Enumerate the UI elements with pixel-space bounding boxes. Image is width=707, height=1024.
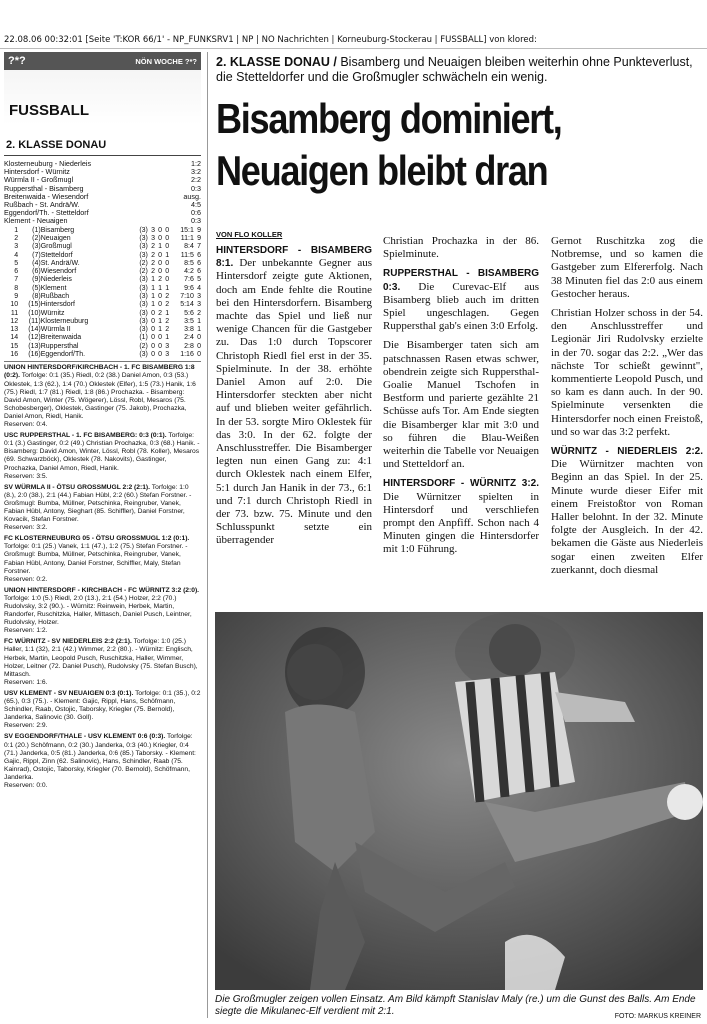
standings-cell: (3) [139,293,148,300]
match-report [4,638,201,687]
standings-cell: 0 [158,259,163,267]
standings-cell: 0 [158,293,163,300]
standings-cell: 4 [14,251,19,259]
standings-cell: 6 [14,268,19,276]
standings-cell: Rußbach [40,293,70,300]
standings-cell: (3) [139,234,148,242]
standings-cell: 3 [197,293,201,300]
report-head: USV KLEMENT - SV NEUAIGEN 0:3 (0:1). [4,689,134,697]
col2-subhead-1: RUPPERSTHAL - BISAMBERG 0:3. [383,268,539,293]
standings-cell: 2 [165,293,170,300]
report-body: Torfolge: 0:1 (35.) Riedl, 0:2 (38.) Daniel Amon, 0:3 (53.) Oklestek, 1:3 (62.), 1:4 (70.) Oklestek (Elfer), 1:5 (73.) Hanik, 1:6 (75.) Riedl, 1:7 (81.) Riedl, 1:8 (86.) Prochazka. - Bisamberg: David Amon, Winter (75. Wögerer), Lössl, Robl, Mesaros (75. Schobesberger), Oklestek, Gastinger (75. Jakob), Prochazka, Daniel Amon, Riedl, Hanik. [4,372,196,420]
standings-cell: (2) [139,268,148,276]
standings-cell: 4 [197,284,201,292]
author-byline: VON FLO KOLLER [216,230,283,239]
standings-row [4,260,201,268]
standings-cell: Würmla II [40,326,71,334]
top-divider [0,48,707,49]
standings-cell: 0 [151,351,155,359]
standings-cell: 2 [165,326,170,334]
col3-paragraph-2: Christian Holzer schoss in der 54. den Anschlusstreffer und Legionär Jiri Rudolvsky erzielte in der 70. sogar das 2:2. „Wer das nächste Tor schießt gewinnt", kommentierte Leopold Pusch, und so kam es dann auch. In der 90. Spielminute versenkten die Hintersdorfer noch einen Freistoß, und so war das 3:2 perfekt. [551,307,703,438]
standings-cell: (3) [139,284,148,292]
standings-cell: 2 [151,259,155,267]
standings-cell: Breitenwaida [40,334,82,342]
standings-cell: 1 [165,334,170,342]
standings-cell: 0 [158,334,163,342]
kicker-label: 2. KLASSE DONAU / [216,55,337,69]
standings-cell: 7 [14,276,19,284]
standings-cell: Stetteldorf [40,251,73,259]
standings-cell: 1 [151,276,155,284]
standings-table [4,227,201,360]
standings-cell: Eggendorf/Th. [40,351,86,359]
match-reports [4,361,201,790]
standings-row [4,285,201,293]
standings-row [4,227,201,235]
result-score: ausg. [183,191,201,201]
standings-cell: 0 [158,351,163,359]
report-head: SV WÜRMLA II - ÖTSU GROSSMUGL 2:2 (2:1). [4,483,151,491]
standings-cell: (13) [28,342,41,350]
result-score: 0:3 [191,183,201,193]
match-photo [215,612,703,990]
standings-cell: 9:6 [184,284,194,292]
report-reserves: Reserven: 1:2. [4,627,48,635]
standings-cell: 0 [158,226,163,234]
sidebar-header [4,52,201,70]
result-match: Würmla II - Großmugl [4,175,74,185]
standings-cell: 8:5 [184,259,194,267]
article-column-1 [216,244,372,554]
standings-cell: 6 [197,251,201,259]
standings-cell: (3) [139,243,148,251]
standings-row [4,351,201,359]
standings-cell: 8 [14,284,19,292]
report-body: Torfolge: 1:0 (8.), 2:0 (38.), 2:1 (44.) Fabian Hübl, 2:2 (60.) Stefan Forstner. - Großmugl: Bumba, Müllner, Petschinka, Reingruber, Vanek, Fabian Hübl, Antony, Sieghart (85. Schiffler), Daniel Forstner, Kovacik, Stefan Forstner. [4,483,192,524]
result-match: Rußbach - St. Andrä/W. [4,200,80,210]
standings-row [4,243,201,251]
standings-cell: Ruppersthal [40,342,79,350]
report-reserves: Reserven: 0:4. [4,421,48,429]
match-report [4,587,201,636]
col3-paragraph-1: Gernot Ruschitzka zog die Notbremse, und so kamen die Gastgeber zum Elfererfolg. Nach 38 Minuten fiel das 2:0 aus einem Gestocher heraus. [551,235,703,300]
sidebar-tag: NÖN WOCHE ?*? [135,56,197,66]
standings-cell: (3) [139,326,148,334]
standings-cell: (6) [32,268,41,276]
match-report [4,432,201,481]
standings-cell: 2 [165,317,170,325]
standings-cell: 1 [165,284,170,292]
standings-cell: 1 [14,226,19,234]
report-reserves: Reserven: 1:6. [4,678,48,686]
standings-cell: (3) [139,351,148,359]
page-meta-line: 22.08.06 00:32:01 [Seite 'T:KOR 66/1' - NP_FUNKSRV1 | NP | NÖ Nachrichten | Korneuburg-Stockerau | FUSSBALL] von klored: [4,35,537,45]
standings-cell: 2 [151,243,155,251]
standings-cell: 2 [14,234,19,242]
standings-cell: (2) [32,234,41,242]
standings-cell: 8:4 [184,243,194,251]
standings-cell: 7:6 [184,276,194,284]
article-column-2 [383,235,539,563]
standings-cell: 1 [165,309,170,317]
standings-cell: 0 [197,351,201,359]
report-reserves: Reserven: 2:9. [4,722,48,730]
standings-row [4,318,201,326]
standings-cell: 0 [165,226,170,234]
col2-text-1: Die Curevac-Elf aus Bisamberg blieb auch im dritten Spiel ungeschlagen. Gegen Ruppersthal gab's einen 3:0 Erfolg. [383,280,539,333]
standings-cell: 1 [197,317,201,325]
result-row [4,217,201,225]
standings-cell: 2 [197,309,201,317]
report-body: Torfolge: 0:1 (25.) Vanek, 1:1 (47.), 1:2 (75.) Stefan Forstner. - Großmugl: Bumba, Müllner, Petschinka, Reingruber, Vanek, Fabian Hübl, Antony, Daniel Forstner, Schiffler, Maly, Stefan Forstner. [4,543,188,575]
kicker [216,55,702,85]
standings-row [4,334,201,342]
match-report [4,535,201,584]
standings-cell: 13 [10,326,19,334]
standings-row [4,310,201,318]
standings-cell: 7:10 [180,293,194,300]
standings-cell: 2 [158,309,163,317]
col1-subhead: HINTERSDORF - BISAMBERG 8:1. [216,245,372,270]
col1-text: Der unbekannte Gegner aus Hintersdorf zeigte gute Aktionen, doch am Ende fehlte die Routine bei den Hintersdorfern. Bisamberg machte das Spiel und ließ nur wenige Chancen für die Gastgeber zu. Das 1:0 durch Topscorer Christoph Riedl fiel erst in der 35. Spielminute. In der 38. erhöhte Daniel Amon auf 2:0. Die Hintersdorfer steckten aber nicht auf und blieben weiter gefährlich. In der 53. sorgte Miro Oklestek für das 3:0. In der 62. folgte der Anschlusstreffer. Die Bisamberger legten nun einen Gang zu: 4:1 durch Oklestek nach einem Elfer, 5:1 durch Jan Hanik in der 73., 6:1 und 7:1 durch Christoph Riedl in der 73. bzw. 75. Minute und den Schlusspunkt setzte ein überragender [216,257,372,547]
standings-cell: 9 [14,293,19,300]
report-head: UNION HINTERSDORF/KIRCHBACH - 1. FC BISAMBERG 1:8 (0:2). [4,364,195,380]
standings-cell: (3) [139,309,148,317]
standings-cell: (14) [28,326,41,334]
standings-cell: (16) [28,351,41,359]
standings-cell: (3) [139,251,148,259]
standings-cell: (12) [28,334,41,342]
standings-cell: Großmugl [40,243,72,251]
standings-cell: Wiesendorf [40,268,77,276]
standings-cell: 4:2 [184,268,194,276]
league-rule [4,155,201,156]
report-head: USC RUPPERSTHAL - 1. FC BISAMBERG: 0:3 (0:1). [4,432,167,440]
standings-cell: (10) [28,309,41,317]
result-match: Ruppersthal - Bisamberg [4,183,84,193]
standings-cell: 7 [197,243,201,251]
standings-cell: 0 [165,268,170,276]
report-reserves: Reserven: 3:2. [4,524,48,532]
standings-cell: 5:14 [180,301,194,309]
standings-row [4,252,201,260]
standings-cell: 2:4 [184,334,194,342]
standings-cell: 12 [10,317,19,325]
standings-cell: Bisamberg [40,226,75,234]
match-report [4,364,201,429]
standings-cell: 3:8 [184,326,194,334]
col3-subhead: WÜRNITZ - NIEDERLEIS 2:2. [551,446,703,458]
standings-cell: (3) [139,301,148,309]
result-match: Klosterneuburg - Niederleis [4,159,92,168]
kicker-text: Bisamberg und Neuaigen bleiben weiterhin ohne Punkteverlust, die Stetteldorfer und die Großmugler schwächeln ein wenig. [216,55,693,84]
standings-cell: 0 [158,234,163,242]
section-box [4,70,201,125]
standings-cell: (8) [32,293,41,300]
report-body: Torfolge: 0:1 (35.), 0:2 (65.), 0:3 (75.). - Klement: Gajic, Rippl, Hans, Schöfmann, Schindler, Raab, Ostojic, Taborsky, Kriegler (75. Bernold), Janderka, Salinovic (30. Goll). [4,689,201,722]
standings-row [4,235,201,243]
match-report [4,484,201,533]
standings-cell: 1 [158,326,163,334]
standings-cell: 6 [197,268,201,276]
result-score: 0:3 [191,216,201,226]
standings-cell: 1 [151,301,155,309]
col3-text: Die Würnitzer machten von Beginn an das Spiel. In der 25. Minute wurde dieser Eifer mit einem Freistoßtor von Roman Haller belohnt. In der 32. Minute folgte der Ausgleich. In der 42. bekamen die Gäste aus Niederleis sogar einen zweiten Elfer zuerkannt, doch diesmal [551,458,703,576]
headline-line-2: Neuaigen bleibt dran [216,147,548,194]
standings-cell: 1 [158,317,163,325]
standings-cell: 2 [165,301,170,309]
report-head: FC WÜRNITZ - SV NIEDERLEIS 2:2 (2:1). [4,638,132,646]
standings-cell: 14 [10,334,19,342]
report-reserves: Reserven: 3:5. [4,472,48,480]
result-match: Breitenwaida - Wiesendorf [4,191,89,201]
standings-row [4,293,201,301]
standings-cell: 16 [10,351,19,359]
standings-row [4,326,201,334]
standings-cell: (9) [32,276,41,284]
standings-cell: 1 [165,251,170,259]
sidebar [4,52,201,1020]
standings-cell: (3) [139,226,148,234]
standings-cell: 0 [151,317,155,325]
photo-caption: Die Großmugler zeigen vollen Einsatz. Am Bild kämpft Stanislav Maly (re.) um die Gunst des Balls. Am Ende siegte die Mikulanec-Elf verdient mit 2:1. [215,994,696,1017]
standings-cell: 1 [151,293,155,300]
standings-cell: Niederleis [40,276,72,284]
standings-row [4,276,201,284]
col2-text-2: Die Würnitzer spielten in Hintersdorf und verschliefen prompt den Anpfiff. Schon nach 4 Minuten gingen die Hintersdorfer mit 1:0 Führung. [383,490,539,556]
standings-cell: (1) [139,334,148,342]
standings-cell: 3 [151,234,155,242]
standings-cell: 0 [197,334,201,342]
standings-cell: 0 [158,268,163,276]
standings-cell: 2 [158,276,163,284]
standings-row [4,301,201,309]
standings-cell: 0 [165,243,170,251]
col2-subhead-2: HINTERSDORF - WÜRNITZ 3:2. [383,478,539,490]
standings-cell: 3 [165,342,170,350]
match-report [4,733,201,790]
headline [216,93,634,197]
standings-cell: 10 [10,301,19,309]
results-table [4,160,201,226]
standings-cell: (5) [32,284,41,292]
standings-cell: Hintersdorf [40,301,75,309]
standings-row [4,343,201,351]
standings-cell: (4) [32,259,41,267]
headline-line-1: Bisamberg dominiert, [216,95,562,142]
standings-cell: (3) [139,317,148,325]
result-score: 3:2 [191,167,201,177]
standings-cell: Klement [40,284,67,292]
report-head: FC KLOSTERNEUBURG 05 - ÖTSU GROSSMUGL 1:2 (0:1). [4,535,190,543]
standings-cell: (3) [139,276,148,284]
standings-cell: (15) [28,301,41,309]
standings-cell: (11) [28,317,41,325]
standings-cell: 15 [10,342,19,350]
report-reserves: Reserven: 0:2. [4,575,48,583]
section-title: FUSSBALL [9,102,89,119]
standings-cell: 1 [158,284,163,292]
article-column-3 [551,235,703,583]
result-match: Hintersdorf - Würnitz [4,167,70,177]
column-divider [207,52,208,1018]
standings-cell: 0 [197,342,201,350]
standings-cell: 0 [151,334,155,342]
standings-cell: 0 [165,276,170,284]
standings-cell: 3 [197,301,201,309]
standings-cell: 3 [151,226,155,234]
result-score: 1:2 [191,159,201,168]
standings-cell: 11:5 [180,251,194,259]
standings-cell: St. Andrä/W. [40,259,80,267]
standings-cell: 0 [158,342,163,350]
standings-cell: 0 [151,326,155,334]
standings-cell: 3 [14,243,19,251]
standings-cell: 11:1 [180,234,194,242]
standings-cell: 0 [158,251,163,259]
standings-cell: 15:1 [180,226,194,234]
result-match: Eggendorf/Th. - Stetteldorf [4,208,89,218]
report-body: Torfolge: 0:1 (3.) Gastinger, 0:2 (49.) Christian Prochazka, 0:3 (68.) Hanik. - Bisamberg: David Amon, Winter, Lössl, Robl (78. Koller), Mesaros (69. Schwarzböck), Oklestek (78. Nakovits), Gastinger, Prochazka, Daniel Amon, Riedl, Hanik. [4,432,200,472]
report-body: Torfolge: 1:0 (25.) Haller, 1:1 (32), 2:1 (42.) Wimmer, 2:2 (80.). - Würnitz: Englisch, Herbek, Martin, Leopold Pusch, Ruschitzka, Haller, Wimmer, Holzer, Leitner (72. Daniel Pusch), Rudolvsky (75. Stefan Busch), Mittasch. [4,638,198,678]
standings-cell: 2 [151,251,155,259]
standings-cell: (1) [32,226,41,234]
standings-cell: 0 [165,234,170,242]
match-report [4,690,201,730]
standings-cell: 0 [158,301,163,309]
league-title: 2. KLASSE DONAU [6,139,107,151]
standings-cell: 6 [197,259,201,267]
standings-cell: 3:5 [184,317,194,325]
standings-cell: 0 [151,309,155,317]
standings-cell: 2:8 [184,342,194,350]
result-score: 4:5 [191,200,201,210]
standings-cell: 3 [165,351,170,359]
standings-cell: (7) [32,251,41,259]
photo-illustration [215,612,703,990]
result-match: Klement - Neuaigen [4,216,68,226]
standings-cell: Würnitz [40,309,65,317]
standings-cell: (2) [139,342,148,350]
standings-cell: 9 [197,234,201,242]
standings-cell: 2 [151,268,155,276]
report-head: UNION HINTERSDORF - KIRCHBACH - FC WÜRNITZ 3:2 (2:0). [4,586,200,594]
standings-row [4,268,201,276]
result-score: 2:2 [191,175,201,185]
sidebar-badge: ?*? [8,55,26,67]
standings-cell: (3) [32,243,41,251]
photo-credit: FOTO: MARKUS KREINER [614,1013,701,1020]
standings-cell: Klosterneuburg [40,317,89,325]
standings-cell: (2) [139,259,148,267]
col2-paragraph-1: Christian Prochazka in der 86. Spielminute. [383,235,539,261]
standings-cell: 9 [197,226,201,234]
report-reserves: Reserven: 0:0. [4,781,48,789]
result-score: 0:6 [191,208,201,218]
standings-cell: 5 [14,259,19,267]
standings-cell: Neuaigen [40,234,71,242]
standings-cell: 0 [165,259,170,267]
report-body: Torfolge: 1:0 (5.) Riedl, 2:0 (13.), 2:1 (54.) Holzer, 2:2 (70.) Rudolvsky, 3:2 (90.). - Würnitz: Reinwein, Herbek, Martin, Randorfer, Ruschitzka, Haller, Mittasch, Daniel Pusch, Leintner, Rudolvsky, Holzer. [4,594,192,627]
standings-cell: 1 [151,284,155,292]
report-head: SV EGGENDORF/THALE - USV KLEMENT 0:6 (0:3). [4,733,166,741]
standings-cell: 5 [197,276,201,284]
standings-cell: 1:16 [180,351,194,359]
standings-cell: 0 [151,342,155,350]
standings-cell: 1 [158,243,163,251]
standings-cell: 1 [197,326,201,334]
col2-paragraph-2: Die Bisamberger taten sich am patschnassen Rasen etwas schwer, obendrein zeigte sich Ruppersthal-Goalie Manuel Tschofen in Bestform und parierte gezählte 21 Schüsse aufs Tor. Am Ende siegten die Bisamberger klar mit 3:0 und so führen die Blau-Weißen weiterhin die Tabelle vor Neuaigen und Stetteldorf an. [383,339,539,471]
standings-cell: 11 [10,309,19,317]
report-body: Torfolge: 0:1 (20.) Schöfmann, 0:2 (30.) Janderka, 0:3 (40.) Kriegler, 0:4 (71.) Janderka, 0:5 (81.) Janderka, 0:6 (85.) Taborsky. - Klement: Gajic, Rippl, Zinn (62. Salinovic), Hans, Schindler, Raab (75. Kainrad), Ostojic, Taborsky, Kriegler (70. Bernold), Schöfmann, Janderka. [4,733,196,781]
standings-cell: 5:6 [184,309,194,317]
